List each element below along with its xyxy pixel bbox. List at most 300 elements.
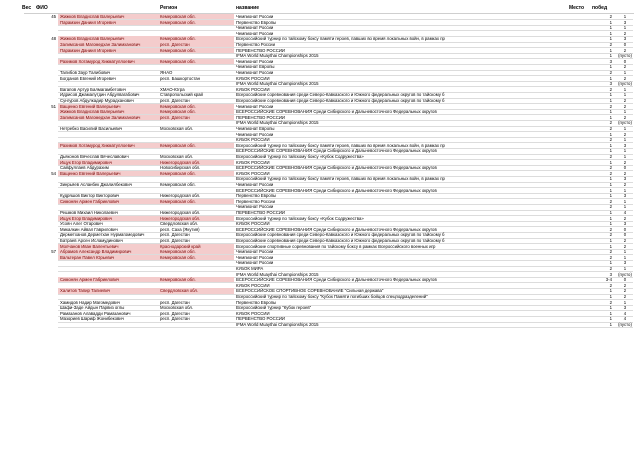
region-cell[interactable]	[160, 272, 234, 277]
name-cell[interactable]: Кудряшов Виктор Викторович	[60, 193, 120, 199]
tournament-cell[interactable]: ПЕРВЕНСТВО РОССИИ	[236, 210, 285, 215]
region-cell[interactable]: Нижегородская обл.	[160, 160, 234, 165]
region-cell[interactable]	[160, 188, 234, 193]
name-cell[interactable]: Жижков Владислав Валерьевич	[58, 14, 160, 19]
name-cell[interactable]: Вагапов Артур Балмагамбетович	[60, 86, 126, 92]
wins-cell[interactable]: (пусто)	[618, 322, 632, 327]
tournament-cell[interactable]: ВСЕРОССИЙСКИЕ СОРЕВНОВАНИЯ Среди Сибирского и Дальневосточного Федеральных округов	[236, 148, 437, 154]
name-cell[interactable]: Талибов Заур Талибович	[60, 70, 111, 75]
tournament-cell[interactable]: Первенство России	[236, 198, 275, 204]
table-row[interactable]	[58, 322, 633, 328]
weight-cell[interactable]	[24, 300, 56, 305]
weight-cell[interactable]	[24, 126, 56, 131]
weight-cell[interactable]	[24, 227, 56, 232]
name-cell[interactable]: Ващенко Евгений Валерьевич	[58, 171, 160, 176]
name-cell[interactable]: Батраев Арсен Исламудинович	[60, 238, 123, 243]
name-cell[interactable]	[58, 272, 160, 277]
wins-cell[interactable]: 1	[623, 254, 627, 260]
name-cell[interactable]	[58, 132, 160, 137]
name-cell[interactable]	[58, 322, 160, 327]
weight-cell[interactable]	[24, 232, 56, 237]
weight-cell[interactable]	[24, 204, 56, 209]
name-cell[interactable]: Симонян Армен Габриелович	[58, 277, 160, 282]
region-cell[interactable]: респ. Дагестан	[160, 299, 190, 305]
name-cell[interactable]: Жижков Владислав Валерьевич	[58, 36, 160, 41]
place-cell[interactable]: 2	[609, 70, 612, 75]
name-cell[interactable]	[58, 81, 160, 86]
wins-cell[interactable]: 2	[623, 243, 627, 249]
tournament-cell[interactable]: IFMA World Muaythai Championships 2015	[236, 120, 319, 126]
wins-cell[interactable]: 1	[623, 70, 627, 75]
place-cell[interactable]: 1	[609, 193, 612, 199]
place-cell[interactable]: 1	[609, 316, 612, 322]
region-cell[interactable]: Свердловская обл.	[160, 288, 234, 293]
name-cell[interactable]: Молчанов Иван Валентьевич	[58, 244, 160, 249]
weight-cell[interactable]	[24, 199, 56, 204]
wins-cell[interactable]: (пусто)	[618, 271, 632, 277]
tournament-cell[interactable]: ВСЕРОССИЙСКИЕ СОРЕВНОВАНИЯ Среди Сибирского и Дальневосточного Федеральных округов	[236, 277, 437, 283]
place-cell[interactable]: 1	[609, 305, 612, 311]
region-cell[interactable]: Московская обл.	[160, 154, 194, 159]
tournament-cell[interactable]: Чемпионат Европы	[236, 64, 275, 70]
weight-cell[interactable]	[24, 98, 56, 103]
wins-cell[interactable]: 2	[623, 30, 627, 36]
region-cell[interactable]: Нижегородская обл.	[160, 210, 201, 215]
tournament-cell[interactable]: КУБОК РОССИИ	[236, 221, 270, 227]
place-cell[interactable]: 1	[609, 114, 612, 120]
place-cell[interactable]: 1	[609, 294, 612, 299]
wins-cell[interactable]: (пусто)	[618, 81, 632, 87]
place-cell[interactable]: 1	[609, 215, 612, 221]
region-cell[interactable]	[160, 176, 234, 181]
place-cell[interactable]: 2	[609, 254, 612, 260]
tournament-cell[interactable]: КУБОК РОССИИ	[236, 282, 270, 288]
region-cell[interactable]: Кемеровская обл.	[160, 182, 196, 187]
region-cell[interactable]: Кемеровская обл.	[160, 199, 234, 204]
name-cell[interactable]: Идрисов Джамалутдин Абдулвагабович	[60, 92, 140, 98]
place-cell[interactable]: 2	[609, 266, 612, 271]
place-cell[interactable]: 1	[609, 221, 612, 227]
name-cell[interactable]: Рахимов Хотамурод Хикматуллоевич	[58, 143, 160, 148]
wins-cell[interactable]: 1	[623, 148, 627, 154]
place-cell[interactable]: 1	[609, 19, 612, 25]
wins-cell[interactable]: 3	[623, 19, 627, 25]
weight-cell[interactable]	[24, 132, 56, 137]
wins-cell[interactable]: 1	[623, 204, 627, 210]
wins-cell[interactable]: 2	[623, 282, 627, 288]
region-cell[interactable]	[160, 137, 234, 142]
place-cell[interactable]: 2	[609, 103, 612, 109]
weight-cell[interactable]	[24, 143, 56, 148]
region-cell[interactable]: Нижегородская обл.	[160, 193, 201, 199]
tournament-cell[interactable]: ПЕРВЕНСТВО РОССИИ	[236, 114, 285, 120]
tournament-cell[interactable]: Чемпионат России	[236, 204, 274, 210]
tournament-cell[interactable]: Чемпионат России	[236, 14, 274, 19]
weight-cell[interactable]	[24, 272, 56, 277]
region-cell[interactable]: Кемеровская обл.	[160, 255, 234, 260]
weight-cell[interactable]	[24, 294, 56, 299]
wins-cell[interactable]: 3	[623, 142, 627, 148]
name-cell[interactable]	[58, 294, 160, 299]
wins-cell[interactable]: 1	[623, 154, 627, 159]
wins-cell[interactable]: 0	[623, 42, 627, 47]
tournament-cell[interactable]: КУБОК РОССИИ	[236, 75, 270, 81]
region-cell[interactable]	[160, 25, 234, 30]
tournament-cell[interactable]: КУБОК РОССИИ	[236, 86, 270, 92]
wins-cell[interactable]: 2	[623, 288, 627, 294]
tournament-cell[interactable]: Всероссийский турнир "Кубок героев"	[236, 305, 312, 311]
place-cell[interactable]: 3	[609, 81, 612, 87]
tournament-cell[interactable]: Чемпионат России	[236, 249, 274, 255]
weight-cell[interactable]	[24, 31, 56, 36]
header-fio[interactable]: ФИО	[36, 5, 48, 11]
region-cell[interactable]: респ. Дагестан	[160, 310, 190, 316]
region-cell[interactable]: Кемеровская обл.	[160, 277, 234, 282]
wins-cell[interactable]: 3	[623, 221, 627, 227]
region-cell[interactable]: респ. Башкортостан	[160, 75, 201, 81]
wins-cell[interactable]: 1	[623, 187, 627, 193]
region-cell[interactable]: Московская обл.	[160, 305, 194, 311]
weight-cell[interactable]	[24, 260, 56, 265]
region-cell[interactable]: респ. Дагестан	[160, 316, 190, 322]
region-cell[interactable]	[160, 31, 234, 36]
weight-cell[interactable]	[24, 59, 56, 64]
tournament-cell[interactable]: Всероссийские соревнования среди Северо-Кавказского и Южного федеральных округов по тайскому б	[236, 238, 445, 243]
name-cell[interactable]	[58, 120, 160, 125]
weight-cell[interactable]	[24, 165, 56, 170]
place-cell[interactable]: 1	[609, 98, 612, 103]
tournament-cell[interactable]: Чемпионат Европы	[236, 126, 275, 131]
wins-cell[interactable]: 2	[623, 215, 627, 221]
weight-cell[interactable]	[24, 48, 56, 53]
name-cell[interactable]: Ищук Егор Владимирович	[58, 160, 160, 165]
weight-cell[interactable]: 57	[51, 249, 56, 255]
tournament-cell[interactable]: КУБОК МИРА	[236, 266, 264, 271]
region-cell[interactable]	[160, 266, 234, 271]
place-cell[interactable]: 1	[609, 176, 612, 182]
name-cell[interactable]: Ищук Егор Владимирович	[58, 216, 160, 221]
wins-cell[interactable]: 1	[623, 249, 627, 255]
region-cell[interactable]: респ. Дагестан	[160, 115, 234, 120]
region-cell[interactable]	[160, 132, 234, 137]
wins-cell[interactable]: 3	[623, 305, 627, 311]
weight-cell[interactable]	[24, 120, 56, 125]
tournament-cell[interactable]: Всероссийские спортивные соревнования по тайскому боксу в рамках Всероссийского военных игр	[236, 243, 436, 249]
name-cell[interactable]: Мазориев Шариф Жонибекович	[60, 316, 124, 322]
region-cell[interactable]	[160, 283, 234, 288]
tournament-cell[interactable]: КУБОК РОССИИ	[236, 310, 270, 316]
weight-cell[interactable]	[24, 193, 56, 198]
name-cell[interactable]	[58, 25, 160, 30]
weight-cell[interactable]	[24, 288, 56, 293]
tournament-cell[interactable]: ПЕРВЕНСТВО РОССИИ	[236, 47, 285, 53]
name-cell[interactable]: Залимсанов Магомедхан Залимханович	[58, 115, 160, 120]
place-cell[interactable]: 2	[609, 204, 612, 210]
header-place[interactable]: Место	[569, 5, 585, 11]
tournament-cell[interactable]: Чемпионат России	[236, 70, 274, 75]
wins-cell[interactable]: 2	[623, 75, 627, 81]
weight-cell[interactable]	[24, 216, 56, 221]
region-cell[interactable]	[160, 64, 234, 69]
region-cell[interactable]	[160, 294, 234, 299]
region-cell[interactable]: Кемеровская обл.	[160, 20, 234, 25]
name-cell[interactable]: Парамзин Даниил Игоревич	[58, 20, 160, 25]
header-wins[interactable]: побед	[592, 5, 608, 11]
name-cell[interactable]: Сунгуров Абдулкадир Мурадханович	[60, 98, 134, 103]
tournament-cell[interactable]: ВСЕРОССИЙСКИЕ СОРЕВНОВАНИЯ Среди Сибирского и Дальневосточного Федеральных округов	[236, 109, 437, 115]
wins-cell[interactable]: 1	[623, 126, 627, 131]
wins-cell[interactable]: 0	[623, 232, 627, 238]
region-cell[interactable]: Новосибирская обл.	[160, 165, 201, 171]
place-cell[interactable]: 2	[609, 170, 612, 176]
weight-cell[interactable]	[24, 221, 56, 226]
tournament-cell[interactable]: Всероссийские соревнования среди Северо-Кавказского и Южного федеральных округов по тайскому б	[236, 92, 445, 98]
place-cell[interactable]: 1	[609, 322, 612, 327]
place-cell[interactable]: 2	[609, 299, 612, 305]
region-cell[interactable]: ЯНАО	[160, 70, 173, 75]
wins-cell[interactable]: 3	[623, 36, 627, 42]
place-cell[interactable]: 2	[609, 154, 612, 159]
name-cell[interactable]	[58, 266, 160, 271]
tournament-cell[interactable]: Всероссийский турнир по тайскому боксу «Кубок Содружества»	[236, 215, 364, 221]
place-cell[interactable]: 1	[609, 238, 612, 243]
tournament-cell[interactable]: Чемпионат России	[236, 58, 274, 64]
weight-cell[interactable]	[24, 188, 56, 193]
name-cell[interactable]	[58, 148, 160, 153]
weight-cell[interactable]	[24, 109, 56, 114]
place-cell[interactable]: 1	[609, 36, 612, 42]
name-cell[interactable]: Ващенко Евгений Валерьевич	[58, 104, 160, 109]
region-cell[interactable]: Кемеровская обл.	[160, 249, 234, 254]
weight-cell[interactable]	[24, 53, 56, 58]
place-cell[interactable]: 3	[609, 58, 612, 64]
tournament-cell[interactable]: ВСЕРОССИЙСКИЕ СОРЕВНОВАНИЯ Среди Сибирского и Дальневосточного Федеральных округов	[236, 226, 437, 232]
region-cell[interactable]	[160, 81, 234, 86]
wins-cell[interactable]: 1	[623, 198, 627, 204]
name-cell[interactable]	[58, 260, 160, 265]
place-cell[interactable]: 2	[609, 86, 612, 92]
region-cell[interactable]: респ. Дагестан	[160, 42, 234, 47]
weight-cell[interactable]	[24, 266, 56, 271]
name-cell[interactable]: Абрамов Александр Владимирович	[58, 249, 160, 254]
region-cell[interactable]: Кемеровская обл.	[160, 59, 234, 64]
name-cell[interactable]: Залимсанов Магомедхан Залимханович	[58, 42, 160, 47]
wins-cell[interactable]: 1	[623, 266, 627, 271]
wins-cell[interactable]: 3	[623, 260, 627, 266]
name-cell[interactable]: Шафи-Заде Айдын Парвиз оглы	[60, 305, 125, 311]
name-cell[interactable]: Дерметханов Дерметхан Нурмагомедович	[60, 232, 145, 238]
place-cell[interactable]: 1	[609, 210, 612, 215]
name-cell[interactable]: Нетребко Василий Васильевич	[60, 126, 123, 131]
place-cell[interactable]: 1	[609, 131, 612, 137]
tournament-cell[interactable]: Чемпионат России	[236, 260, 274, 266]
name-cell[interactable]: Богданов Евгений Игоревич	[60, 75, 116, 81]
region-cell[interactable]: ХМАО-Югра	[160, 86, 185, 92]
wins-cell[interactable]: 2	[623, 294, 627, 299]
wins-cell[interactable]: 3	[623, 176, 627, 182]
place-cell[interactable]: 1	[609, 25, 612, 31]
place-cell[interactable]: 1	[609, 288, 612, 294]
weight-cell[interactable]	[24, 311, 56, 316]
name-cell[interactable]: Халитов Тапир Талиевич	[58, 288, 160, 293]
wins-cell[interactable]: 0	[623, 165, 627, 171]
place-cell[interactable]: 1	[609, 92, 612, 98]
place-cell[interactable]: 2	[609, 137, 612, 143]
place-cell[interactable]: 1	[609, 243, 612, 249]
place-cell[interactable]: 3	[609, 271, 612, 277]
region-cell[interactable]: Кемеровская обл.	[160, 14, 234, 19]
header-region[interactable]: Регион	[160, 5, 178, 11]
tournament-cell[interactable]: Всероссийский турнир по тайскому боксу памяти героев, павших во время локальных войн, в рамках пр	[236, 142, 445, 148]
place-cell[interactable]: 2	[609, 14, 612, 19]
name-cell[interactable]: Рамазанов Алавадди Рамазанович	[60, 310, 131, 316]
wins-cell[interactable]: 0	[623, 277, 627, 283]
wins-cell[interactable]: 1	[623, 14, 627, 19]
region-cell[interactable]: Кемеровская обл.	[160, 109, 234, 114]
weight-cell[interactable]	[24, 137, 56, 142]
region-cell[interactable]: респ. Саха (Якутия)	[160, 226, 200, 232]
weight-cell[interactable]	[24, 283, 56, 288]
weight-cell[interactable]	[24, 76, 56, 81]
region-cell[interactable]	[160, 148, 234, 153]
tournament-cell[interactable]: Первенство Европы	[236, 299, 277, 305]
place-cell[interactable]: 2	[609, 42, 612, 47]
region-cell[interactable]: Кемеровская обл.	[160, 171, 234, 176]
region-cell[interactable]	[160, 322, 234, 327]
tournament-cell[interactable]: Первенство России	[236, 42, 275, 47]
place-cell[interactable]: 1	[609, 75, 612, 81]
wins-cell[interactable]: 2	[623, 159, 627, 165]
weight-cell[interactable]	[24, 81, 56, 86]
region-cell[interactable]: респ. Дагестан	[160, 232, 190, 238]
place-cell[interactable]: 2	[609, 120, 612, 126]
region-cell[interactable]: Кемеровская обл.	[160, 36, 234, 41]
tournament-cell[interactable]: Чемпионат России	[236, 25, 274, 31]
region-cell[interactable]: Кемеровская обл.	[160, 48, 234, 53]
name-cell[interactable]	[58, 53, 160, 58]
wins-cell[interactable]: 2	[623, 170, 627, 176]
name-cell[interactable]: Рахимов Хотамурод Хикматуллоевич	[58, 59, 160, 64]
region-cell[interactable]: Кемеровская обл.	[160, 104, 234, 109]
wins-cell[interactable]: 2	[623, 238, 627, 243]
place-cell[interactable]: 2	[609, 232, 612, 238]
region-cell[interactable]	[160, 260, 234, 265]
place-cell[interactable]: 1	[609, 159, 612, 165]
region-cell[interactable]: Краснодарский край	[160, 244, 234, 249]
tournament-cell[interactable]: ВСЕРОССИЙСКИЕ СОРЕВНОВАНИЯ Среди Сибирского и Дальневосточного Федеральных округов	[236, 187, 437, 193]
name-cell[interactable]: Решмов Михаил Николаевич	[60, 210, 118, 215]
name-cell[interactable]: Зинрьяев Асланбек Джалилбекович	[60, 182, 132, 187]
weight-cell[interactable]	[24, 87, 56, 92]
name-cell[interactable]: Симонян Армен Габриелович	[58, 199, 160, 204]
tournament-cell[interactable]: КУБОК РОССИИ	[236, 170, 270, 176]
place-cell[interactable]: 1	[609, 53, 612, 59]
wins-cell[interactable]: 4	[623, 316, 627, 322]
name-cell[interactable]: Жижков Владислав Валерьевич	[58, 109, 160, 114]
wins-cell[interactable]: 2	[623, 131, 627, 137]
region-cell[interactable]	[160, 204, 234, 209]
wins-cell[interactable]: 1	[623, 92, 627, 98]
name-cell[interactable]	[58, 31, 160, 36]
name-cell[interactable]: Дьяконов Вячеслав Вячеславович	[60, 154, 129, 159]
place-cell[interactable]: 1	[609, 47, 612, 53]
place-cell[interactable]: 2	[609, 198, 612, 204]
name-cell[interactable]	[58, 176, 160, 181]
tournament-cell[interactable]: Всероссийский турнир по тайскому боксу памяти героев, павших во время локальных войн, в рамках пр	[236, 36, 445, 42]
weight-cell[interactable]	[24, 115, 56, 120]
name-cell[interactable]	[58, 64, 160, 69]
weight-cell[interactable]	[24, 244, 56, 249]
place-cell[interactable]: 3-4	[605, 277, 612, 283]
wins-cell[interactable]: 2	[623, 64, 627, 70]
name-cell[interactable]	[58, 283, 160, 288]
name-cell[interactable]: Микалкин Айвал Гаврилович	[60, 226, 118, 232]
name-cell[interactable]: Вальтеран Павел Юрьевич	[58, 255, 160, 260]
tournament-cell[interactable]: Чемпионат России	[236, 30, 274, 36]
wins-cell[interactable]: 1	[623, 86, 627, 92]
tournament-cell[interactable]: Всероссийский турнир по тайскому боксу памяти героев, павших во время локальных войн, в рамках пр	[236, 176, 445, 182]
weight-cell[interactable]	[24, 182, 56, 187]
weight-cell[interactable]	[24, 64, 56, 69]
place-cell[interactable]: 1	[609, 64, 612, 70]
name-cell[interactable]: Сайфуллаев Абдурахим	[60, 165, 109, 171]
wins-cell[interactable]: 2	[623, 114, 627, 120]
place-cell[interactable]: 1	[609, 187, 612, 193]
place-cell[interactable]: 1	[609, 109, 612, 115]
wins-cell[interactable]: 1	[623, 109, 627, 115]
weight-cell[interactable]	[24, 316, 56, 321]
weight-cell[interactable]	[24, 277, 56, 282]
weight-cell[interactable]	[24, 160, 56, 165]
place-cell[interactable]: 2	[609, 226, 612, 232]
wins-cell[interactable]: 2	[623, 47, 627, 53]
wins-cell[interactable]: 2	[623, 182, 627, 187]
wins-cell[interactable]: 0	[623, 58, 627, 64]
region-cell[interactable]: Ставропольский край	[160, 92, 203, 98]
region-cell[interactable]: Кемеровская обл.	[160, 143, 234, 148]
name-cell[interactable]: Усоян Алег Отарович	[60, 221, 103, 227]
tournament-cell[interactable]: Чемпионат России	[236, 182, 274, 187]
tournament-cell[interactable]: Первенство Европы	[236, 19, 277, 25]
weight-cell[interactable]	[24, 25, 56, 30]
weight-cell[interactable]	[24, 322, 56, 327]
tournament-cell[interactable]: Всероссийские соревнования среди Северо-Кавказского и Южного федеральных округов по тайскому б	[236, 98, 445, 103]
tournament-cell[interactable]: ПЕРВЕНСТВО РОССИИ	[236, 316, 285, 322]
tournament-cell[interactable]: ВСЕРОССИЙСКИЕ СОРЕВНОВАНИЯ Среди Сибирского и Дальневосточного Федеральных округов	[236, 165, 437, 171]
wins-cell[interactable]: 1	[623, 137, 627, 143]
weight-cell[interactable]	[24, 176, 56, 181]
weight-cell[interactable]: 48	[51, 36, 56, 42]
region-cell[interactable]: респ. Дагестан	[160, 238, 190, 243]
place-cell[interactable]: 1	[609, 142, 612, 148]
wins-cell[interactable]: 4	[623, 210, 627, 215]
tournament-cell[interactable]: ВСЕРОССИЙСКОЕ СПОРТИВНОЕ СОРЕВНОВАНИЕ "Сильная держава"	[236, 288, 384, 294]
wins-cell[interactable]: 3	[623, 193, 627, 199]
weight-cell[interactable]: 51	[51, 103, 56, 109]
place-cell[interactable]: 2	[609, 282, 612, 288]
name-cell[interactable]	[58, 137, 160, 142]
wins-cell[interactable]: 2	[623, 98, 627, 103]
place-cell[interactable]: 1	[609, 310, 612, 316]
place-cell[interactable]: 2	[609, 249, 612, 255]
weight-cell[interactable]	[24, 148, 56, 153]
tournament-cell[interactable]: Первенство Европы	[236, 193, 277, 199]
wins-cell[interactable]: 1	[623, 299, 627, 305]
place-cell[interactable]: 1	[609, 260, 612, 266]
place-cell[interactable]: 1	[609, 148, 612, 154]
header-tournament[interactable]: название	[236, 5, 260, 11]
weight-cell[interactable]: 54	[51, 170, 56, 176]
